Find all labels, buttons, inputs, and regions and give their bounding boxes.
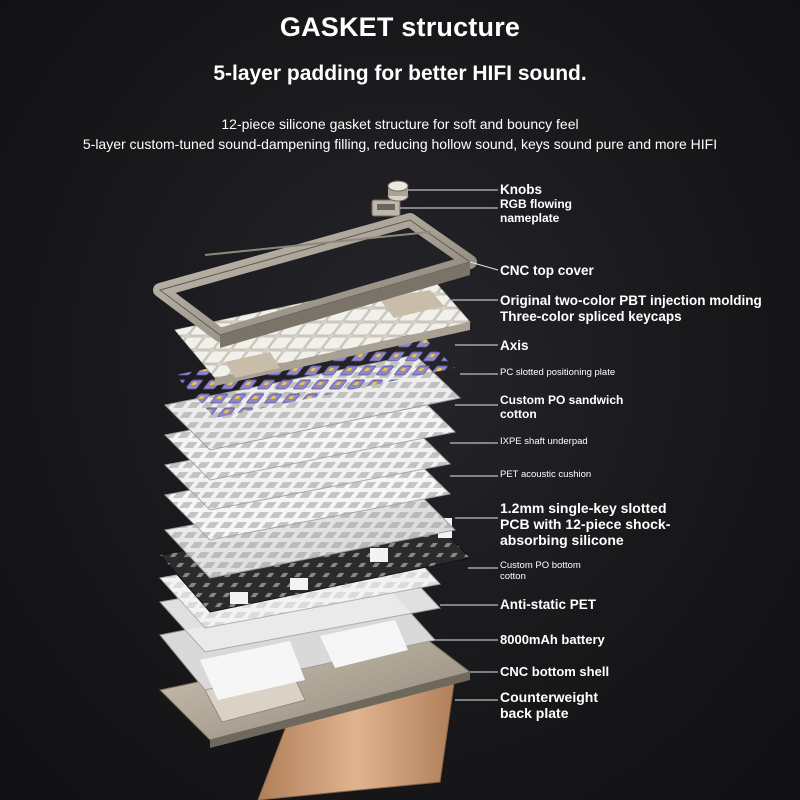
label-battery: 8000mAh battery [500,632,605,647]
label-ixpe: IXPE shaft underpad [500,436,588,447]
knob [388,181,408,201]
label-pet-cushion: PET acoustic cushion [500,469,592,480]
label-keycaps [500,293,762,324]
label-sandwich-cotton [500,394,623,422]
label-po-bottom [500,561,581,583]
label-bottom-shell: CNC bottom shell [500,664,610,679]
label-po-bottom-line1: Custom PO bottom [500,560,581,571]
label-pcb [500,500,670,548]
label-nameplate-line2: nameplate [500,210,560,225]
rgb-nameplate [372,200,400,216]
label-axis: Axis [500,338,529,353]
label-nameplate-line1: RGB flowing [500,197,572,211]
description-line-1: 12-piece silicone gasket structure for soft and bouncy feel [221,116,579,132]
label-sandwich-line2: cotton [500,406,537,421]
label-plate: PC slotted positioning plate [500,367,616,378]
label-counterweight-line2: back plate [500,705,569,722]
label-counterweight-line1: Counterweight [500,689,598,705]
label-nameplate [500,198,572,226]
label-pcb-line1: 1.2mm single-key slotted [500,500,667,516]
label-top-cover: CNC top cover [500,263,594,278]
label-keycaps-line2: Three-color spliced keycaps [500,308,682,324]
page-subtitle: 5-layer padding for better HIFI sound. [213,62,587,85]
label-pcb-line2: PCB with 12-piece shock- [500,516,671,533]
label-knobs: Knobs [500,182,542,197]
label-sandwich-line1: Custom PO sandwich [500,393,624,407]
description-line-2: 5-layer custom-tuned sound-dampening filling, reducing hollow sound, keys sound pure and more HIFI [82,136,718,152]
label-keycaps-line1: Original two-color PBT injection molding [500,293,762,308]
page-title: GASKET structure [279,12,521,42]
label-pcb-line3: absorbing silicone [500,532,624,549]
label-antistatic: Anti-static PET [500,597,597,612]
label-counterweight [500,689,598,721]
label-po-bottom-line2: cotton [500,570,526,582]
